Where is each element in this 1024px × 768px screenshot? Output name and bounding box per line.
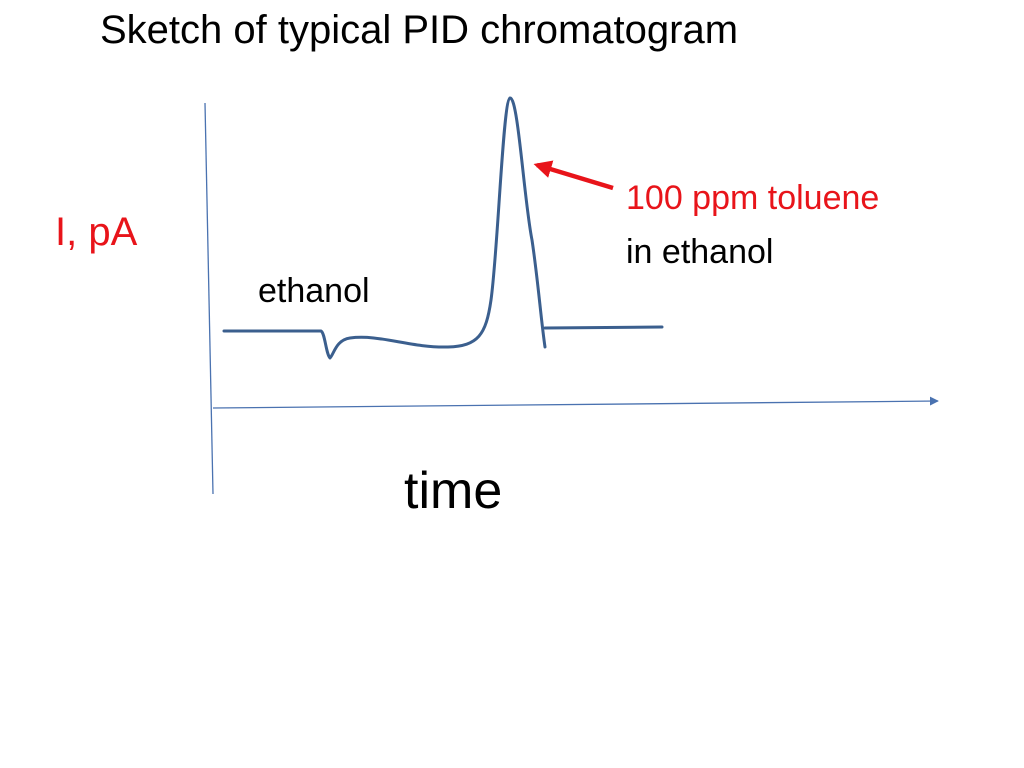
ethanol-peak-label: ethanol bbox=[258, 272, 370, 310]
baseline-after-peak bbox=[545, 327, 662, 328]
toluene-callout-arrow bbox=[537, 165, 613, 188]
y-axis bbox=[205, 103, 213, 494]
toluene-callout-sublabel: in ethanol bbox=[626, 233, 774, 271]
y-axis-label: I, pA bbox=[55, 210, 138, 254]
slide-title: Sketch of typical PID chromatogram bbox=[100, 8, 739, 52]
x-axis-label: time bbox=[404, 462, 503, 520]
chromatogram-trace bbox=[224, 98, 545, 358]
toluene-callout-label: 100 ppm toluene bbox=[626, 179, 880, 217]
x-axis bbox=[213, 401, 938, 408]
